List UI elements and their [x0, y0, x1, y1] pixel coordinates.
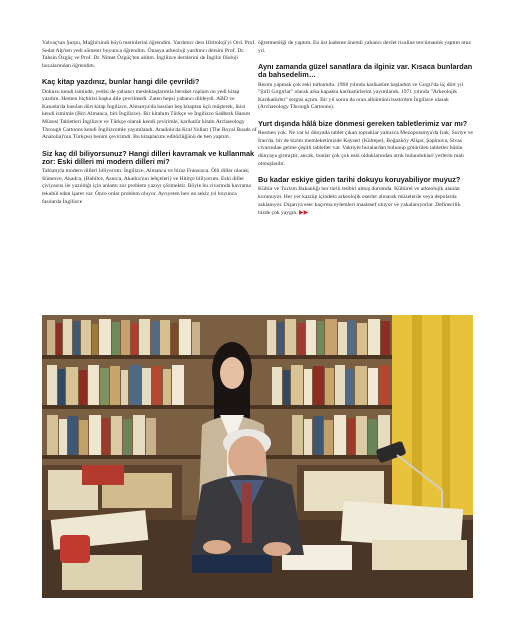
right-intro-paragraph: öğretmenliği de yaptım. En üst kademe önemli yabancı devlet ricaline tercümanlık yaptım otuz yıl.	[258, 40, 471, 54]
answer-arts-paragraph: Resim yapmak çok eski tutkumdu. 1968 yılında karikatüre başladım ve Gırgır'da üç dört yıl "Şirli Gırgırlar" olarak arka kapakta karikatürlerim yayımlandı. 1971 yılında "Arkeolojik Karikatürler" sergisi açtım. Bir yıl sonra da oran albümünü bastırdım İngilizce olarak (Archaeology Through Cartoons).	[258, 81, 464, 111]
left-column	[42, 40, 257, 212]
answer-languages-paragraph: Tabiatıyla modern dilleri biliyorum: İngilizce, Almanca ve biraz Fransızca. Ölü diller olarak; Sümerce, Akadca, (Babilce, Asurca, Akadca'nın lehçeleri) ve Hititçe biliyorum. Eski diller çiviyazısı ile yazıldığı için anlamı zor problem yazıyı çözmektir. Böyle bu civarında kavrama tekabül eden işaret var. Önce onlar problem oluyor. Ayrıyeten ben on sekiz yıl boyunca fasılarda İngilizce	[42, 168, 251, 205]
portrait-photo	[42, 315, 473, 598]
answer-books-paragraph: Dokuzu kendi isminde, yedisi de yabancı meslektaşlarımla beraber toplam on yedi kitap yazdım. Hemen hiçbirisi başka dile çevrilmedi. Zaten hepsi yabancı dildeydi. ABD ve Kanada'da basılan dört kitap İngilizce, Almanya'da basılan beş kitaptan üçü müşterek, ikisi kendi ismimle (Biri Almanca, biri İngilizce). Bir kitabım Türkçe ve İngilizce Sadberk Hanım Müzesi Tabletleri İngilizce ve Türkçe olarak kendi çevirimle, karikatür kitabı Archaeology Through Cartoons kendi İngilizcemle yayımlandı. Anadolu'da Kral Yolları (The Royal Roads of Anatolia)'nın Türkçesi benim çevirimdi. Bu kitaplarımı editörlüğünü de ben yaptım.	[42, 88, 257, 141]
right-column	[258, 40, 473, 224]
end-mark-icon: ▶▶	[299, 209, 309, 217]
answer-tablets-paragraph: Resmen yok. Ne var ki dünyada tablet çıkan topraklar yalnızca Mezopotamya'da Irak, Suriye ve İran'da, bir de bizim memleketimizde Kayseri (Kültepe), Boğazköy Alişar, Şapinuva, Sivas civarından gelme çeşitli tabletler var. Vaktiyle buralardan bulunup götürülen tabletler bütün dünyaya girmiştir, ancak, bunlar çok çok eski olduklarından artık bulunduklari yerlerin malı olmuşlardır.	[258, 130, 473, 167]
question-languages-heading: Siz kaç dil biliyorsunuz? Hangi dilleri kavramak ve kullanmak zor: Eski dilleri mi modern dilleri mi?	[42, 148, 255, 166]
answer-protection-text: Kültür ve Turizm Bakanlığı her türlü tedbiri almış durumda. Kültürel ve arkeolojik alanlar korunuyor. Her yer kazılıp içindeki arkeolojik eserler alınarak müzelerde veya depolarda saklanıyor. Dışarıya eser kaçırma eylemleri maalesef oluyor ve yakalanıyorlar. Definecilik bizde çok yaygın.	[258, 186, 461, 217]
question-protection-heading: Bu kadar eskiye giden tarihi dokuyu koruyabiliyor muyuz?	[258, 175, 461, 185]
left-intro-paragraph: Yalvaç'tan Şurpu, Mağlu'sindi büyü metinlerini öğrendim. Yardımcı ders Hititoloji'yi Ord. Prof. Sedat Alp'ten yedi sömestr boyunca öğrendim. Önasya arkeoloji yardımcı dersini Prof. Dr. Tahsin Özgüç ve Prof. Dr. Nimet Özgüç'ten aldım. İngilizce derslerini de İngiliz filoloji hocalarından öğrendim.	[42, 40, 256, 69]
question-arts-heading: Aynı zamanda güzel sanatlara da ilginiz var. Kısaca bunlardan da bahsedelim…	[258, 62, 473, 80]
question-books-heading: Kaç kitap yazdınız, bunlar hangi dile çevrildi?	[42, 77, 200, 87]
question-tablets-heading: Yurt dışında hâlâ bize dönmesi gereken tabletlerimiz var mı?	[258, 118, 468, 128]
answer-protection-paragraph	[258, 186, 473, 217]
